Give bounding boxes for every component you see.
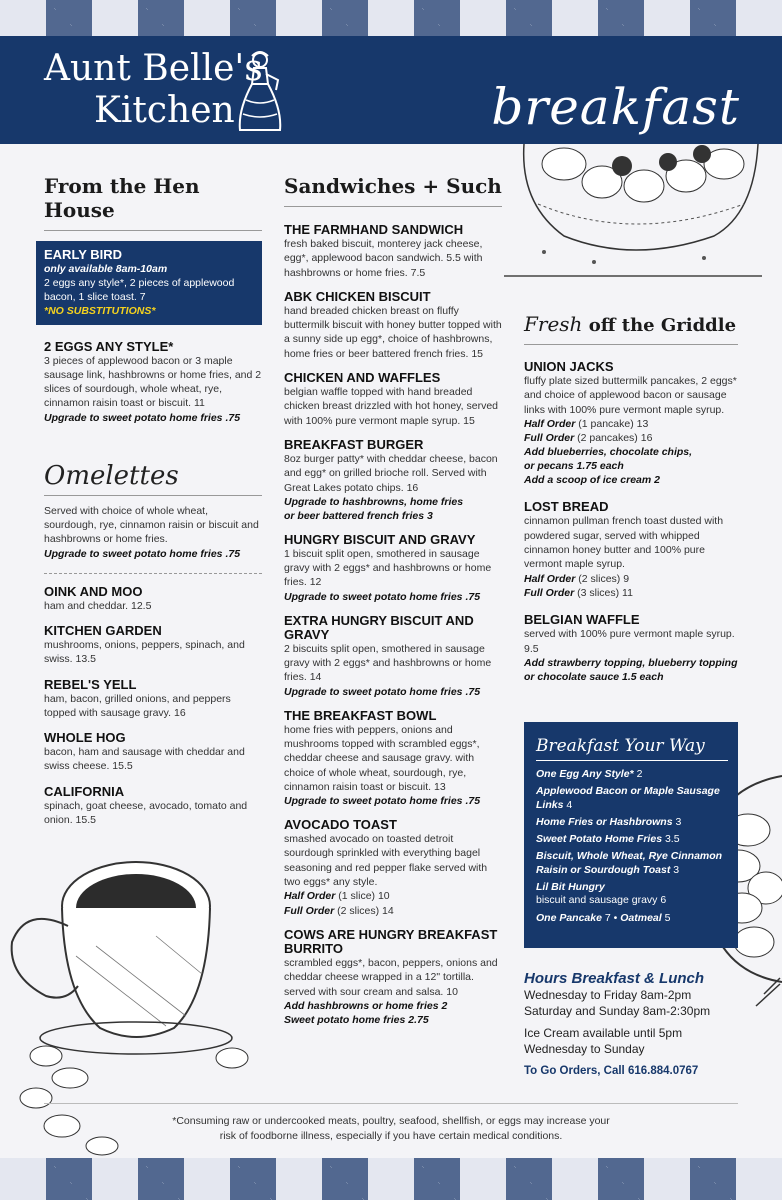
ice-cream-line-2: Wednesday to Sunday (524, 1042, 645, 1056)
griddle-extra: Add a scoop of ice cream 2 (524, 474, 660, 487)
gingham-pattern-top (0, 0, 782, 36)
gingham-pattern-bottom (0, 1158, 782, 1200)
hours-title: Hours Breakfast & Lunch (524, 970, 705, 987)
byw-item[interactable] (536, 881, 728, 908)
disclaimer-line-1: *Consuming raw or undercooked meats, poultry, seafood, shellfish, or eggs may increase your (172, 1115, 610, 1127)
omelette-title: OINK AND MOO (44, 583, 143, 599)
sandwich-item[interactable] (284, 709, 502, 808)
sandwich-title: HUNGRY BISCUIT AND GRAVY (284, 531, 476, 547)
griddle-title: LOST BREAD (524, 499, 609, 515)
omelette-price: 15.5 (75, 814, 96, 827)
early-bird-desc-text: 2 eggs any style*, 2 pieces of applewood bacon, 1 slice toast. (44, 277, 235, 304)
sandwich-desc-text: 2 biscuits split open, smothered in sausage gravy with 2 eggs* and hashbrowns or home fries. (284, 642, 492, 684)
breakfast-title: breakfast (491, 78, 740, 136)
byw-item[interactable] (536, 833, 728, 846)
griddle-desc-text: served with 100% pure vermont maple syrup. (524, 628, 735, 641)
byw-item-sub: biscuit and sausage gravy (536, 894, 658, 907)
size-label: Full Order (284, 904, 335, 917)
early-bird-title: EARLY BIRD (44, 247, 123, 262)
omelette-desc-text: mushrooms, onions, peppers, spinach, and swiss. (44, 638, 245, 666)
byw-item-label: Sweet Potato Home Fries (536, 833, 663, 846)
griddle-price: 9.5 (524, 642, 539, 655)
griddle-desc-text: cinnamon pullman french toast dusted with powdered sugar, served with whipped cinnamon honey butter and 100% pure vermont maple syrup. (524, 515, 724, 571)
section-title-omelettes: Omelettes (44, 461, 262, 496)
griddle-description (524, 374, 738, 417)
sandwich-desc-text: smashed avocado on toasted detroit sourdough sprinkled with everything bagel seasoning and red pepper flake served with two eggs* any style. (284, 833, 488, 889)
byw-item-price: 3 (673, 863, 680, 876)
sandwich-extra: Upgrade to sweet potato home fries .75 (284, 590, 481, 603)
sandwich-price: 10 (446, 985, 458, 998)
omelette-description (44, 692, 262, 721)
griddle-size-row (524, 417, 738, 431)
omelette-price: 15.5 (112, 760, 133, 773)
sandwich-item[interactable] (284, 290, 502, 361)
early-bird-availability: only available 8am-10am (44, 263, 168, 275)
sandwich-extra: Sweet potato home fries 2.75 (284, 1013, 429, 1026)
byw-item-price: 2 (636, 768, 643, 780)
oatmeal-label: Oatmeal (620, 911, 662, 924)
pancakes-illustration-icon (504, 144, 762, 280)
disclaimer (0, 1114, 782, 1144)
sandwich-item[interactable] (284, 438, 502, 523)
oatmeal-price: 5 (664, 911, 671, 924)
size-detail: (2 slices) (578, 572, 621, 585)
griddle-extra: Add blueberries, chocolate chips, (524, 446, 693, 459)
sandwich-description (284, 385, 502, 428)
griddle-size-row (524, 586, 738, 600)
column-hen-house (36, 174, 262, 827)
hours-weekday: Wednesday to Friday 8am-2pm (524, 988, 692, 1002)
sandwich-desc-text: scrambled eggs*, bacon, peppers, onions and cheddar cheese wrapped in a 12" tortilla. served with sour cream and salsa. (284, 956, 498, 998)
size-label: Full Order (524, 432, 575, 445)
sandwich-description (284, 832, 502, 889)
footer-divider (44, 1103, 738, 1104)
size-price: 14 (382, 904, 394, 917)
two-eggs-desc-text: 3 pieces of applewood bacon or 3 maple sausage link, hashbrowns or home fries, and 2 slices of sourdough, whole wheat, rye, cinnamon raisin toast or biscuit. (44, 354, 262, 410)
byw-item-price: 6 (660, 894, 667, 907)
omelette-title: WHOLE HOG (44, 730, 126, 746)
sandwich-price: 15 (471, 347, 484, 360)
breakfast-your-way-list (536, 768, 728, 908)
griddle-item[interactable] (524, 359, 738, 487)
sandwich-description (284, 642, 502, 685)
size-label: Full Order (524, 586, 575, 599)
lady-logo-icon (232, 50, 288, 132)
sandwich-extra: Add hashbrowns or home fries 2 (284, 999, 448, 1012)
sandwich-size-row (284, 889, 502, 903)
sandwich-desc-text: 8oz burger patty* with cheddar cheese, bacon and egg* on grilled brioche roll. Served with Great Lakes potato chips. (284, 452, 498, 494)
to-go-phone-link[interactable]: To Go Orders, Call 616.884.0767 (524, 1065, 699, 1077)
omelette-title: CALIFORNIA (44, 783, 125, 799)
griddle-item[interactable] (524, 612, 738, 684)
byw-item-label: One Egg Any Style* (536, 768, 634, 780)
griddle-title: BELGIAN WAFFLE (524, 612, 640, 628)
omelette-description (44, 745, 262, 774)
byw-item-price: 4 (566, 798, 573, 811)
size-label: Half Order (524, 417, 576, 430)
griddle-list (524, 359, 738, 684)
early-bird-description (44, 276, 254, 305)
sandwich-title: CHICKEN AND WAFFLES (284, 370, 441, 386)
sandwich-item[interactable] (284, 371, 502, 428)
one-pancake-label: One Pancake (536, 911, 602, 924)
omelette-desc-text: bacon, ham and sausage with cheddar and swiss cheese. (44, 746, 245, 773)
sandwich-item[interactable] (284, 614, 502, 699)
sandwich-desc-text: hand breaded chicken breast on fluffy buttermilk biscuit with honey butter topped with a sunny side up egg*, choice of hashbrowns, home fries or beer battered french fries. (284, 304, 502, 360)
sandwich-desc-text: home fries with peppers, onions and mushrooms topped with scrambled eggs*, cheddar cheese and sausage gravy. with choice of whole wheat, sourdough, rye, cinnamon raisin toast or biscuit. (284, 723, 480, 793)
byw-item-price: 3.5 (664, 833, 680, 846)
sandwich-item[interactable] (284, 223, 502, 280)
sandwich-description (284, 547, 502, 590)
griddle-desc-text: fluffy plate sized buttermilk pancakes, 2 eggs* and choice of applewood bacon or sausage links with 100% pure vermont maple syrup. (524, 375, 737, 416)
byw-item[interactable] (536, 785, 728, 812)
sandwich-description (284, 304, 502, 361)
size-price: 10 (377, 890, 390, 903)
size-price: 16 (640, 432, 653, 445)
byw-item-price: 3 (675, 815, 682, 828)
omelette-desc-text: ham, bacon, grilled onions, and peppers topped with sausage gravy. (44, 692, 231, 719)
brand-line-2: Kitchen (94, 90, 235, 131)
sandwich-desc-text: fresh baked biscuit, monterey jack cheese, egg*, applewood bacon sandwich. 5.5 with hashbrowns or home fries. (284, 238, 483, 279)
size-detail: (2 slices) (337, 904, 380, 917)
omelettes-section (36, 461, 262, 828)
omelettes-divider (44, 573, 262, 574)
sandwich-extra: or beer battered french fries 3 (284, 509, 433, 522)
sandwich-title: ABK CHICKEN BISCUIT (284, 288, 431, 304)
sandwich-size-row (284, 904, 502, 918)
omelette-desc-text: spinach, goat cheese, avocado, tomato and onion. (44, 799, 248, 827)
byw-item[interactable] (536, 816, 728, 829)
size-label: Half Order (284, 890, 336, 903)
omelette-title: REBEL'S YELL (44, 676, 137, 692)
griddle-extra: or chocolate sauce 1.5 each (524, 670, 664, 683)
omelettes-upgrade: Upgrade to sweet potato home fries .75 (44, 547, 241, 560)
omelette-item[interactable] (44, 784, 262, 828)
section-title-hen-house: From the Hen House (44, 174, 262, 231)
byw-separator: • (613, 911, 618, 924)
early-bird-box[interactable] (36, 241, 262, 325)
griddle-description (524, 627, 738, 656)
two-eggs-title: 2 EGGS ANY STYLE* (44, 338, 174, 354)
omelette-title: KITCHEN GARDEN (44, 622, 162, 638)
size-price: 11 (622, 586, 633, 599)
size-price: 13 (636, 417, 649, 430)
size-label: Half Order (524, 572, 576, 585)
sandwich-title: THE BREAKFAST BOWL (284, 707, 437, 723)
sandwich-title: AVOCADO TOAST (284, 817, 397, 833)
omelette-item[interactable] (44, 677, 262, 721)
sandwich-price: 16 (406, 481, 419, 494)
griddle-title-script: Fresh (524, 312, 583, 336)
size-detail: (3 slices) (577, 586, 620, 599)
omelettes-intro: Served with choice of whole wheat, sourdough, rye, cinnamon raisin or biscuit and hashbrowns or home fries. (44, 504, 259, 546)
coffee-cup-illustration-icon (6, 846, 268, 1158)
omelette-item[interactable] (44, 730, 262, 774)
size-detail: (1 slice) (338, 890, 376, 903)
omelette-item[interactable] (44, 584, 262, 613)
sandwich-item[interactable] (284, 928, 502, 1027)
griddle-title-rest: off the Griddle (588, 315, 737, 336)
byw-item-label: Biscuit, Whole Wheat, Rye Cinnamon Raisin or Sourdough Toast (536, 850, 723, 876)
two-eggs-upgrade: Upgrade to sweet potato home fries .75 (44, 411, 241, 424)
sandwich-title: THE FARMHAND SANDWICH (284, 222, 464, 237)
omelette-description (44, 638, 262, 667)
sandwich-title: BREAKFAST BURGER (284, 436, 424, 452)
early-bird-note: *NO SUBSTITUTIONS* (44, 304, 156, 317)
two-eggs-price: 11 (194, 397, 205, 410)
hours-weekend: Saturday and Sunday 8am-2:30pm (524, 1004, 711, 1018)
header-banner (0, 36, 782, 144)
omelette-item[interactable] (44, 623, 262, 667)
size-price: 9 (623, 572, 630, 585)
brand-logo[interactable] (44, 48, 263, 132)
omelette-description (44, 799, 262, 828)
sandwich-list (284, 223, 502, 1027)
early-bird-price: 7 (139, 291, 146, 304)
brand-line-1: Aunt Belle's (44, 48, 263, 89)
section-title-sandwiches: Sandwiches + Such (284, 174, 502, 207)
breakfast-your-way-title: Breakfast Your Way (536, 736, 728, 761)
byw-item-label: Applewood Bacon or Maple Sausage Links (536, 785, 720, 811)
sandwich-price: 15 (463, 414, 475, 427)
byw-item[interactable] (536, 768, 728, 781)
sandwich-title: EXTRA HUNGRY BISCUIT AND GRAVY (284, 612, 474, 642)
ice-cream-line-1: Ice Cream available until 5pm (524, 1026, 683, 1040)
sandwich-extra: Upgrade to sweet potato home fries .75 (284, 685, 481, 698)
omelette-price: 12.5 (130, 599, 152, 612)
griddle-size-row (524, 572, 738, 586)
sandwich-desc-text: 1 biscuit split open, smothered in sausage gravy with 2 eggs* and hashbrowns or home fries. (284, 547, 492, 589)
griddle-item[interactable] (524, 499, 738, 600)
omelette-description (44, 599, 262, 613)
column-griddle (524, 312, 738, 684)
section-title-griddle (524, 312, 738, 345)
column-sandwiches (284, 174, 502, 1027)
sandwich-description (284, 237, 502, 280)
byw-last-row[interactable] (536, 912, 728, 925)
griddle-description (524, 514, 738, 571)
sandwich-title: COWS ARE HUNGRY BREAKFAST BURRITO (284, 926, 498, 956)
omelette-price: 13.5 (75, 653, 96, 666)
disclaimer-line-2: risk of foodborne illness, especially if you have certain medical conditions. (219, 1130, 563, 1142)
sandwich-price: 13 (434, 780, 446, 793)
breakfast-your-way-box (524, 722, 738, 948)
sandwich-item[interactable] (284, 533, 502, 604)
byw-item-label: Lil Bit Hungry (536, 881, 605, 894)
sandwich-extra: Upgrade to hashbrowns, home fries (284, 495, 464, 508)
griddle-extra: Add strawberry topping, blueberry topping (524, 656, 738, 669)
size-detail: (1 pancake) (578, 417, 634, 430)
sandwich-price: 14 (309, 671, 322, 684)
griddle-title: UNION JACKS (524, 359, 614, 374)
size-detail: (2 pancakes) (577, 432, 638, 445)
hours-section (524, 970, 750, 1077)
two-eggs-item[interactable] (36, 339, 262, 425)
omelette-list (44, 584, 262, 828)
omelette-desc-text: ham and cheddar. (44, 599, 129, 612)
byw-item[interactable] (536, 850, 728, 877)
two-eggs-description (44, 354, 262, 411)
sandwich-item[interactable] (284, 818, 502, 918)
sandwich-description (284, 956, 502, 999)
griddle-extra: or pecans 1.75 each (524, 460, 624, 473)
sandwich-description (284, 452, 502, 495)
byw-item-label: Home Fries or Hashbrowns (536, 815, 673, 828)
griddle-size-row (524, 431, 738, 445)
omelette-price: 16 (173, 706, 186, 719)
sandwich-price: 7.5 (410, 266, 426, 279)
one-pancake-price: 7 (604, 911, 611, 924)
sandwich-desc-text: belgian waffle topped with hand breaded chicken breast drizzled with hot honey, served with 100% pure vermont maple syrup. (284, 386, 498, 427)
sandwich-extra: Upgrade to sweet potato home fries .75 (284, 795, 481, 808)
sandwich-description (284, 723, 502, 794)
sandwich-price: 12 (309, 576, 322, 589)
